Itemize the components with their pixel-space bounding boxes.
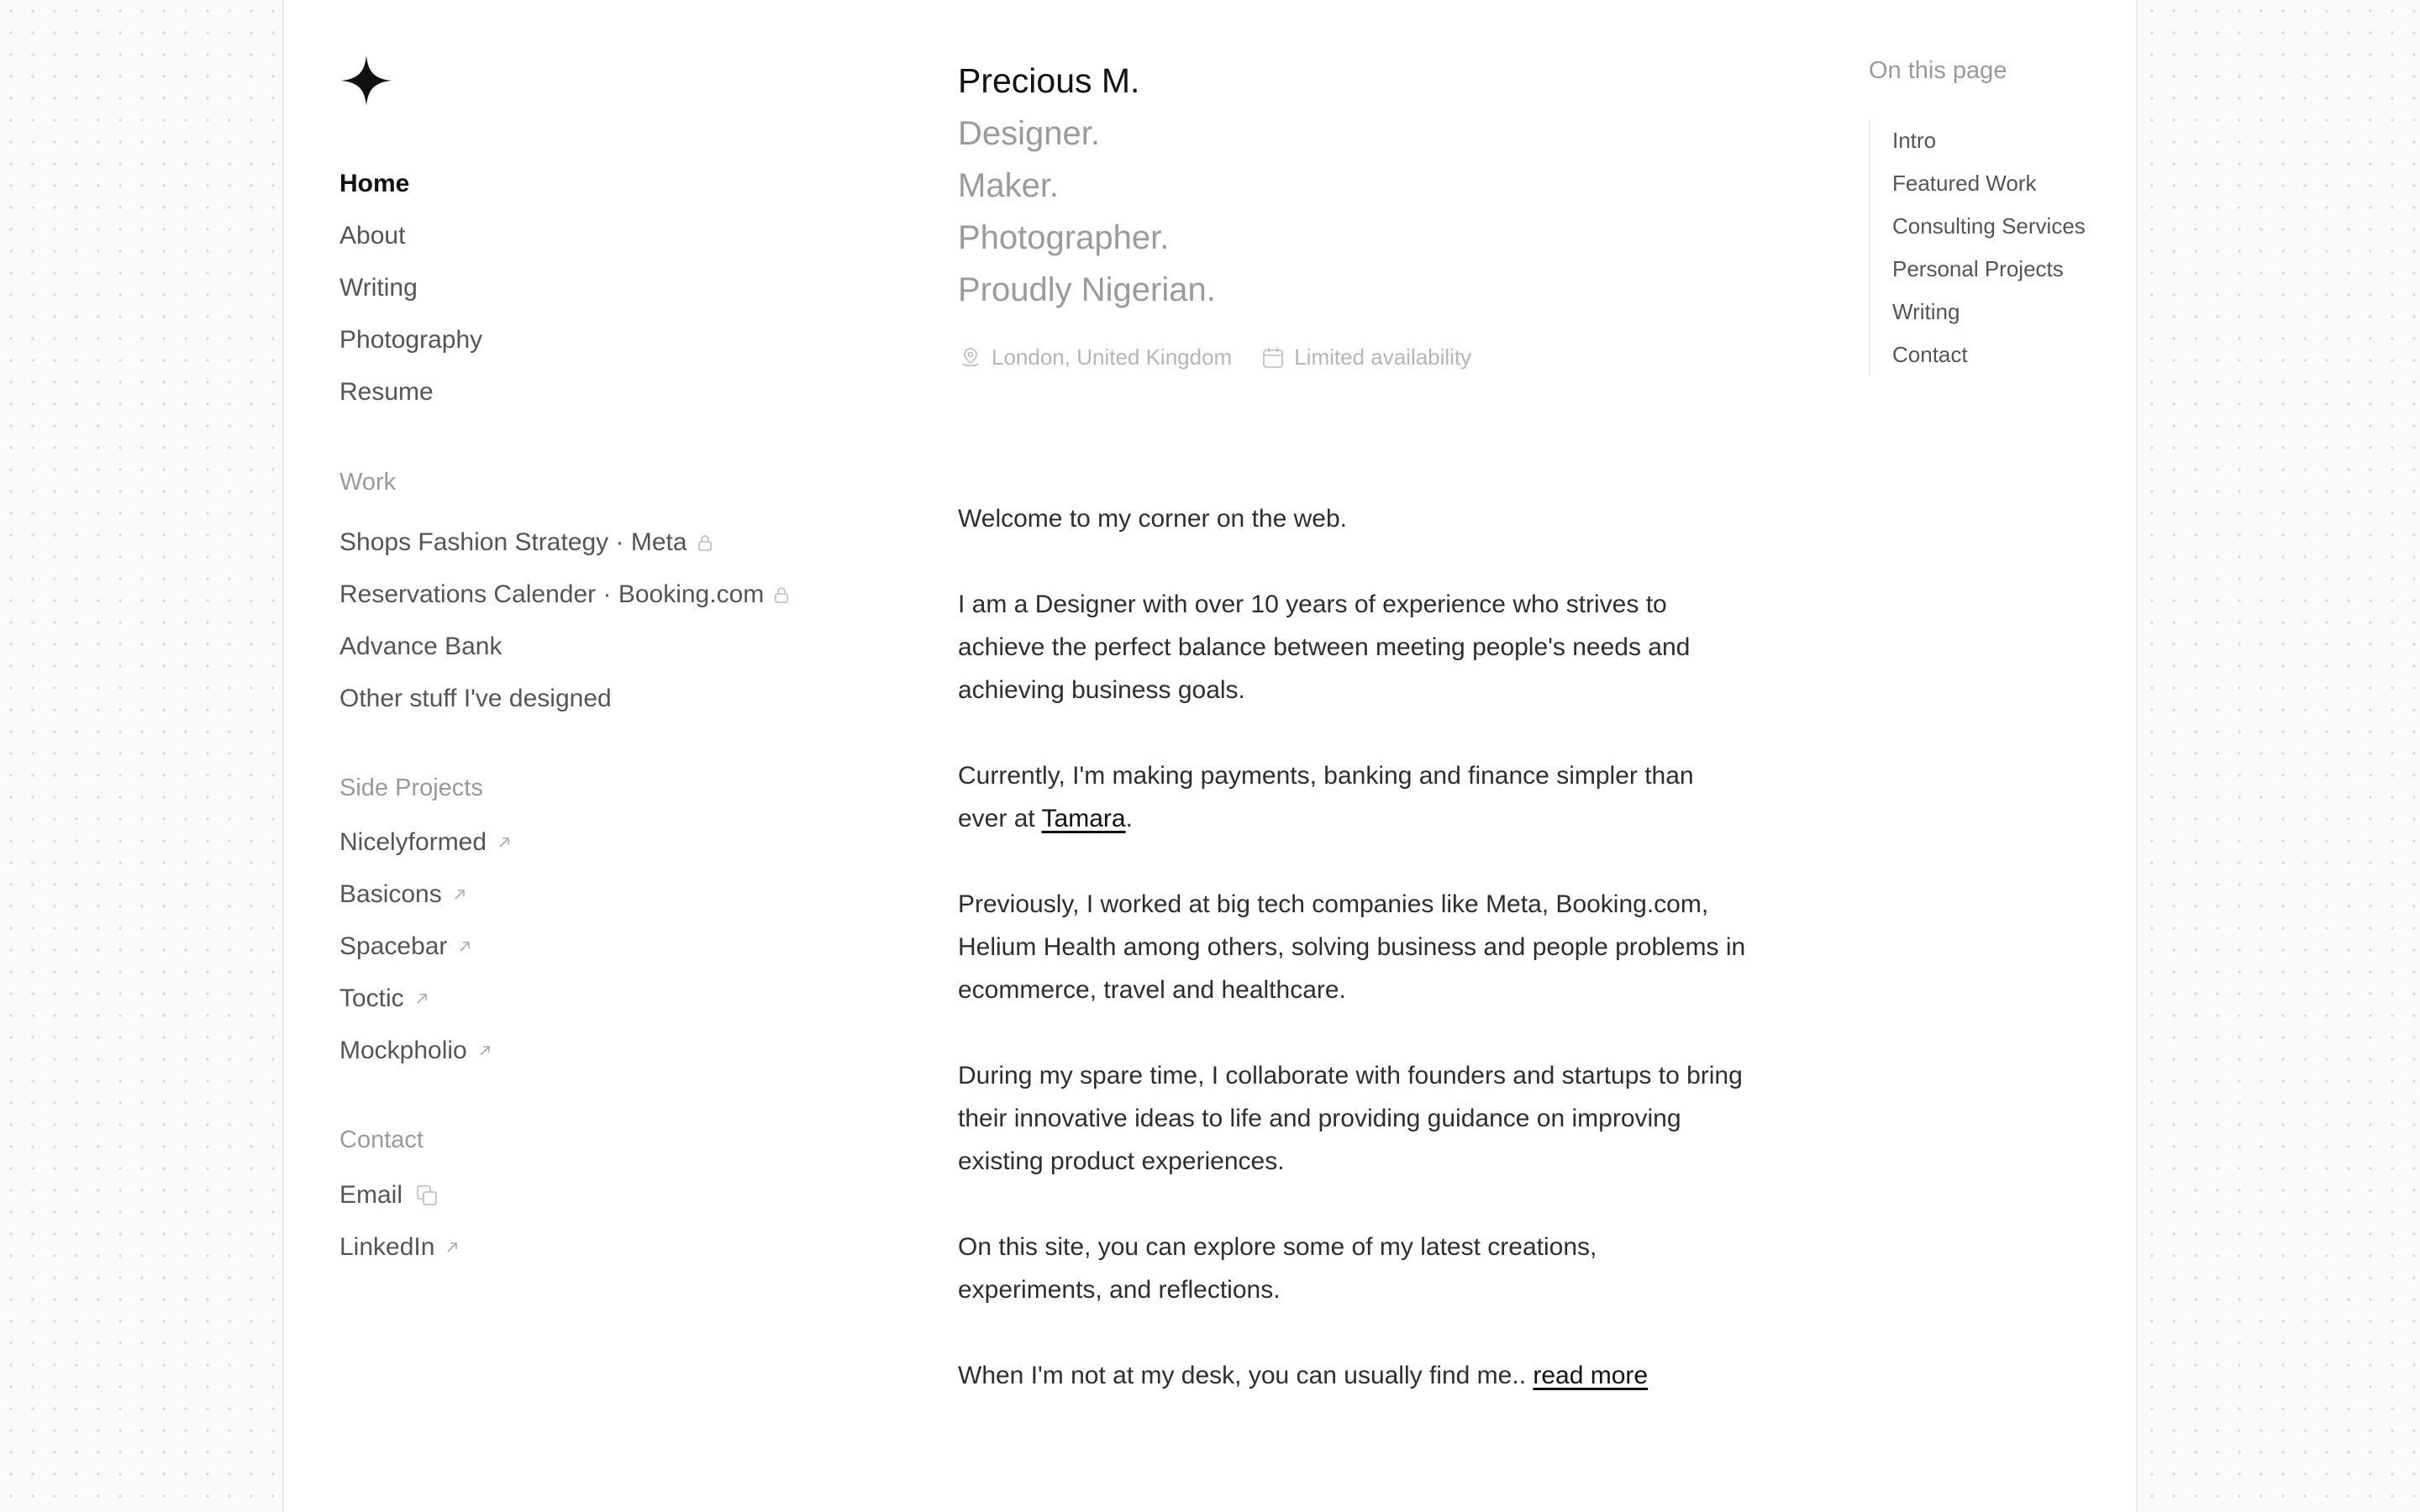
nav-work-other-label: Other stuff I've designed — [339, 685, 612, 712]
read-more-link[interactable]: read more — [1533, 1362, 1649, 1389]
work-heading: Work — [339, 469, 397, 496]
external-arrow-icon — [443, 1238, 461, 1257]
nav-side-spacebar[interactable] — [339, 930, 474, 963]
lock-icon — [772, 585, 791, 604]
nav-side-toctic[interactable] — [339, 982, 431, 1016]
nav-writing[interactable] — [339, 271, 418, 305]
role-nigerian: Proudly Nigerian. — [958, 271, 1216, 308]
intro-paragraph-7 — [958, 1354, 1748, 1397]
nav-work-booking[interactable] — [339, 578, 791, 612]
tamara-link[interactable]: Tamara — [1041, 805, 1126, 832]
nav-contact-email-label: Email — [339, 1181, 403, 1209]
nav-side-nicelyformed-label: Nicelyformed — [339, 828, 487, 856]
nav-side-toctic-label: Toctic — [339, 984, 404, 1012]
availability-text: Limited availability — [1294, 344, 1472, 370]
lock-icon — [696, 533, 714, 552]
toc-title: On this page — [1869, 57, 2007, 84]
nav-about[interactable] — [339, 219, 405, 253]
page-sheet — [282, 0, 2138, 1512]
intro-paragraph-1: Welcome to my corner on the web. — [958, 505, 1347, 533]
nav-home-label: Home — [339, 170, 410, 197]
hero-meta — [958, 344, 1500, 370]
nav-photography[interactable] — [339, 323, 482, 357]
nav-work-booking-label: Reservations Calender · Booking.com — [339, 580, 765, 608]
toc-item-personal-projects[interactable]: Personal Projects — [1892, 256, 2064, 281]
nav-work-other[interactable] — [339, 682, 612, 716]
nav-side-basicons-label: Basicons — [339, 880, 442, 908]
nav-work-advance-bank[interactable] — [339, 630, 502, 664]
nav-contact-linkedin-label: LinkedIn — [339, 1233, 435, 1261]
nav-contact-email[interactable] — [339, 1179, 439, 1212]
external-arrow-icon — [476, 1042, 494, 1060]
nav-side-spacebar-label: Spacebar — [339, 932, 448, 960]
nav-side-basicons[interactable] — [339, 878, 469, 911]
toc-item-intro[interactable]: Intro — [1892, 128, 1937, 153]
location — [958, 344, 1232, 370]
intro-paragraph-7-text: When I'm not at my desk, you can usually find me.. — [958, 1362, 1534, 1389]
intro-paragraph-3 — [958, 754, 1748, 840]
external-arrow-icon — [495, 833, 513, 852]
toc-item-contact[interactable]: Contact — [1892, 342, 1968, 367]
intro-paragraph-3-text: Currently, I'm making payments, banking and finance simpler than ever at — [958, 762, 1694, 832]
nav-writing-label: Writing — [339, 274, 418, 302]
nav-resume-label: Resume — [339, 378, 434, 406]
nav-work-meta[interactable] — [339, 526, 714, 559]
intro-paragraph-4: Previously, I worked at big tech companies like Meta, Booking.com, Helium Health among others, solving business and people problems in ecommerce, travel and healthcare. — [958, 890, 1746, 1004]
nav-side-nicelyformed[interactable] — [339, 826, 513, 859]
nav-side-mockpholio-label: Mockpholio — [339, 1037, 467, 1064]
nav-home[interactable] — [339, 167, 409, 201]
toc-item-consulting-services[interactable]: Consulting Services — [1892, 213, 2086, 239]
intro-paragraph-5: During my spare time, I collaborate with founders and startups to bring their innovative ideas to life and providing guidance on improving existing product experiences. — [958, 1062, 1743, 1175]
nav-resume[interactable] — [339, 375, 434, 409]
sparkle-logo-icon[interactable] — [339, 54, 393, 108]
nav-photography-label: Photography — [339, 326, 483, 354]
copy-icon[interactable] — [414, 1183, 439, 1208]
intro-paragraph-6: On this site, you can explore some of my latest creations, experiments, and reflections. — [958, 1233, 1597, 1304]
location-text: London, United Kingdom — [992, 344, 1233, 370]
side-projects-heading: Side Projects — [339, 774, 483, 801]
contact-heading: Contact — [339, 1126, 424, 1153]
external-arrow-icon — [450, 885, 469, 904]
nav-work-advance-bank-label: Advance Bank — [339, 633, 502, 660]
role-photographer: Photographer. — [958, 219, 1170, 256]
nav-contact-linkedin[interactable] — [339, 1231, 461, 1264]
external-arrow-icon — [413, 990, 431, 1008]
page-title: Precious M. — [958, 61, 1140, 100]
external-arrow-icon — [455, 937, 474, 956]
nav-about-label: About — [339, 222, 406, 249]
location-pin-icon — [958, 345, 983, 370]
availability — [1260, 344, 1471, 370]
nav-side-mockpholio[interactable] — [339, 1034, 494, 1068]
role-maker: Maker. — [958, 167, 1060, 204]
toc-item-featured-work[interactable]: Featured Work — [1892, 171, 2037, 196]
role-designer: Designer. — [958, 115, 1100, 152]
calendar-icon — [1260, 345, 1286, 370]
intro-paragraph-3-end: . — [1125, 805, 1133, 832]
nav-work-meta-label: Shops Fashion Strategy · Meta — [339, 528, 687, 556]
intro-paragraph-2: I am a Designer with over 10 years of experience who strives to achieve the perfect balance between meeting people's needs and achieving business goals. — [958, 591, 1691, 704]
toc-item-writing[interactable]: Writing — [1892, 299, 1960, 324]
toc-list — [1869, 119, 2086, 376]
